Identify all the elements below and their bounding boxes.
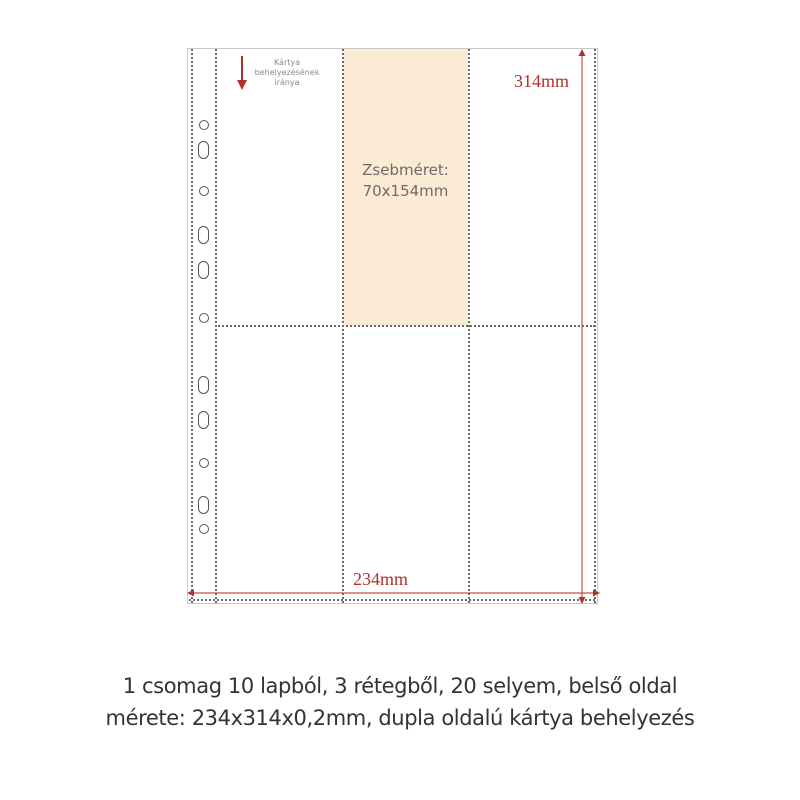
width-dimension-arrow-icon — [187, 590, 600, 597]
product-caption — [0, 670, 800, 734]
insert-direction-label: Kártya behelyezésének iránya — [254, 58, 320, 87]
height-dimension-arrow-icon — [579, 49, 586, 604]
width-dimension-label: 234mm — [353, 569, 409, 589]
insert-direction-arrow-icon — [237, 56, 247, 90]
caption-line-2: mérete: 234x314x0,2mm, dupla oldalú kártya behelyezés — [105, 706, 695, 730]
pocket-size-title: Zsebméret: — [362, 161, 449, 179]
caption-line-1: 1 csomag 10 lapból, 3 rétegből, 20 selyem, belső oldal — [122, 674, 678, 698]
pocket-size-value: 70x154mm — [362, 182, 449, 200]
height-dimension-label: 314mm — [514, 71, 570, 91]
pocket-size-label — [343, 160, 468, 202]
